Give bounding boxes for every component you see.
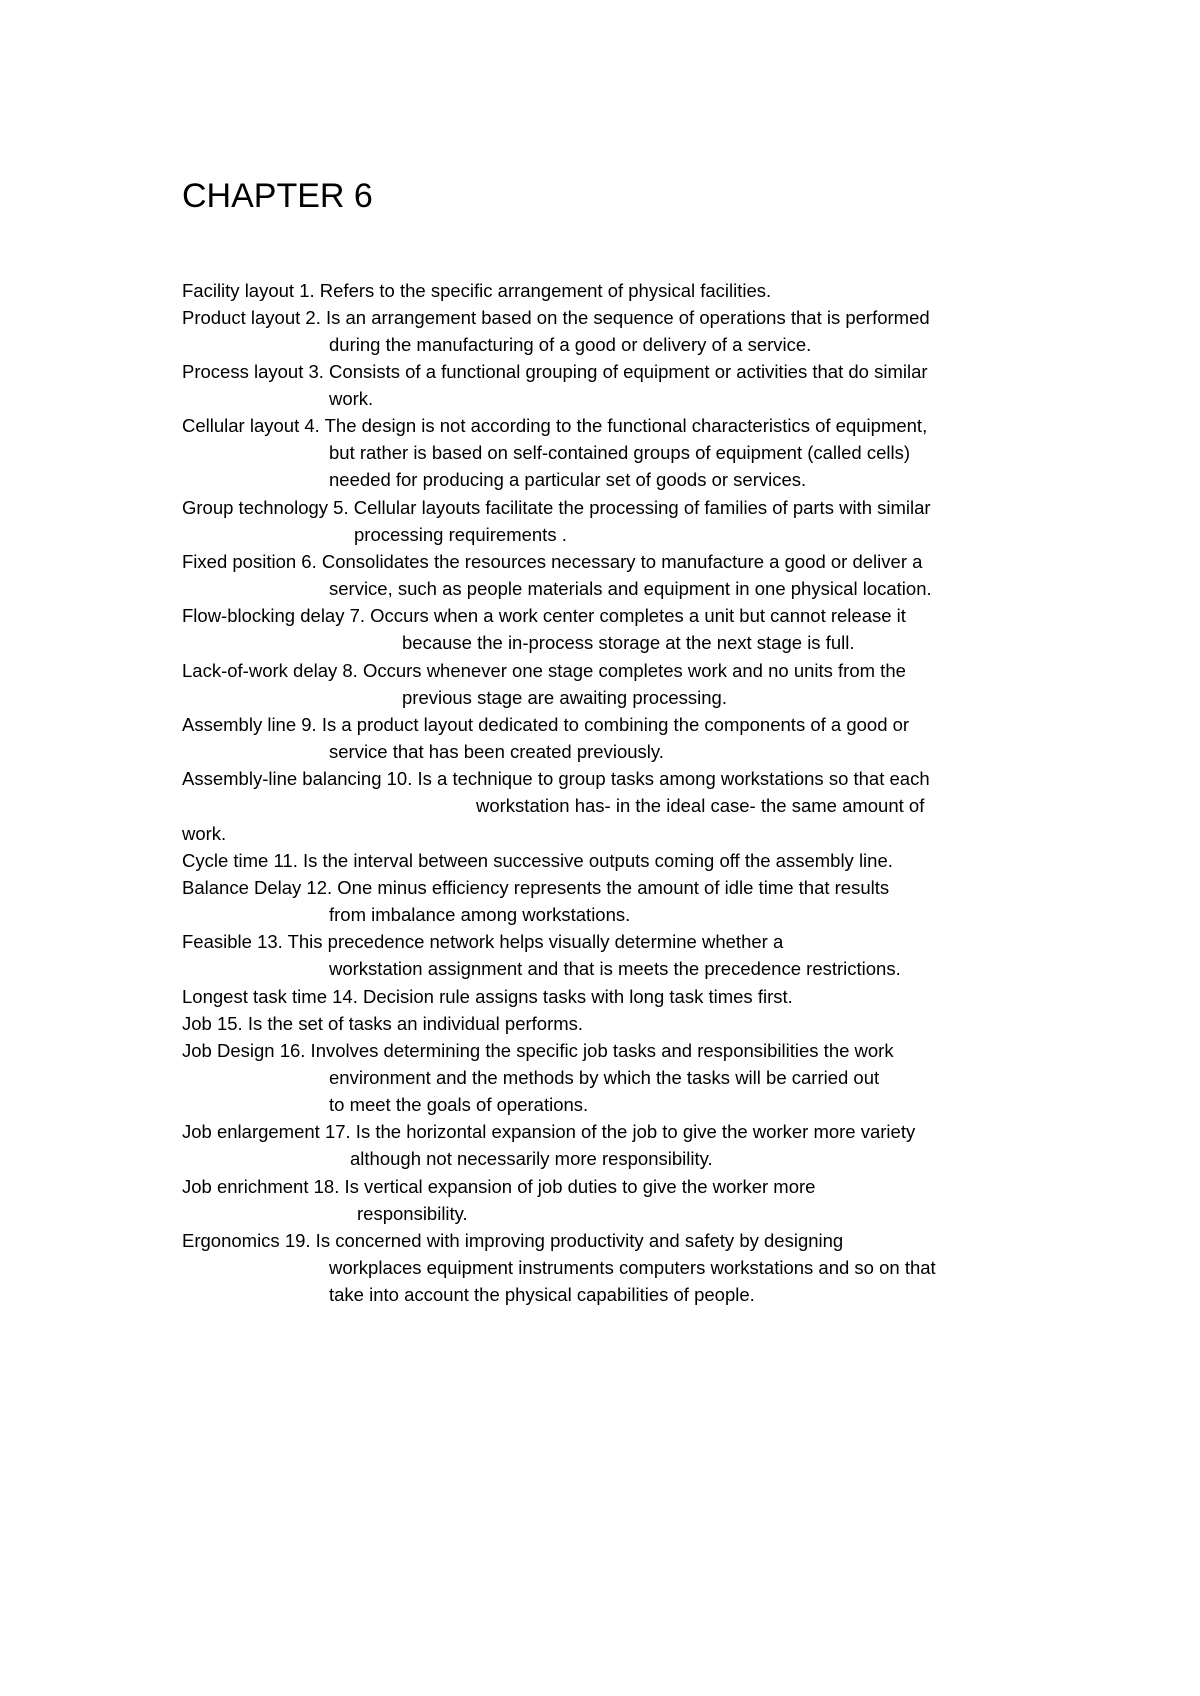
text-line: because the in-process storage at the next stage is full. — [402, 632, 855, 653]
text-line: during the manufacturing of a good or delivery of a service. — [329, 334, 812, 355]
text-line: Longest task time 14. Decision rule assigns tasks with long task times first. — [182, 986, 793, 1007]
text-line: service, such as people materials and equipment in one physical location. — [329, 578, 932, 599]
text-line: take into account the physical capabilities of people. — [329, 1284, 755, 1305]
text-line: but rather is based on self-contained groups of equipment (called cells) — [329, 442, 911, 463]
text-line: Assembly line 9. Is a product layout dedicated to combining the components of a good or — [182, 714, 910, 735]
text-line: Lack-of-work delay 8. Occurs whenever one stage completes work and no units from the — [182, 660, 906, 681]
text-line: Balance Delay 12. One minus efficiency represents the amount of idle time that results — [182, 877, 890, 898]
text-line: although not necessarily more responsibility. — [350, 1148, 713, 1169]
text-line: Process layout 3. Consists of a functional grouping of equipment or activities that do similar — [182, 361, 928, 382]
text-line: Fixed position 6. Consolidates the resources necessary to manufacture a good or deliver a — [182, 551, 923, 572]
text-line: Flow-blocking delay 7. Occurs when a work center completes a unit but cannot release it — [182, 605, 906, 626]
text-line: Facility layout 1. Refers to the specific arrangement of physical facilities. — [182, 280, 772, 301]
text-line: service that has been created previously. — [329, 741, 664, 762]
text-line: Job enrichment 18. Is vertical expansion of job duties to give the worker more — [182, 1176, 816, 1197]
text-line: Ergonomics 19. Is concerned with improving productivity and safety by designing — [182, 1230, 844, 1251]
text-line: work. — [329, 388, 374, 409]
text-line: Cellular layout 4. The design is not according to the functional characteristics of equipment, — [182, 415, 928, 436]
text-line: work. — [182, 823, 227, 844]
text-line: Job Design 16. Involves determining the specific job tasks and responsibilities the work — [182, 1040, 894, 1061]
text-line: Assembly-line balancing 10. Is a technique to group tasks among workstations so that each — [182, 768, 930, 789]
text-line: from imbalance among workstations. — [329, 904, 631, 925]
text-line: processing requirements . — [354, 524, 567, 545]
text-line: previous stage are awaiting processing. — [402, 687, 727, 708]
text-line: responsibility. — [357, 1203, 468, 1224]
text-line: Product layout 2. Is an arrangement based on the sequence of operations that is performed — [182, 307, 930, 328]
text-line: workstation assignment and that is meets the precedence restrictions. — [329, 958, 901, 979]
text-line: workplaces equipment instruments computers workstations and so on that — [329, 1257, 936, 1278]
text-line: Cycle time 11. Is the interval between successive outputs coming off the assembly line. — [182, 850, 893, 871]
text-line: to meet the goals of operations. — [329, 1094, 589, 1115]
text-line: Job 15. Is the set of tasks an individual performs. — [182, 1013, 584, 1034]
text-line: needed for producing a particular set of goods or services. — [329, 469, 807, 490]
text-line: Group technology 5. Cellular layouts facilitate the processing of families of parts with similar — [182, 497, 931, 518]
text-line: environment and the methods by which the tasks will be carried out — [329, 1067, 880, 1088]
chapter-title: CHAPTER 6 — [182, 177, 373, 215]
text-line: Feasible 13. This precedence network helps visually determine whether a — [182, 931, 784, 952]
text-line: Job enlargement 17. Is the horizontal expansion of the job to give the worker more variety — [182, 1121, 916, 1142]
text-line: workstation has- in the ideal case- the same amount of — [476, 795, 925, 816]
